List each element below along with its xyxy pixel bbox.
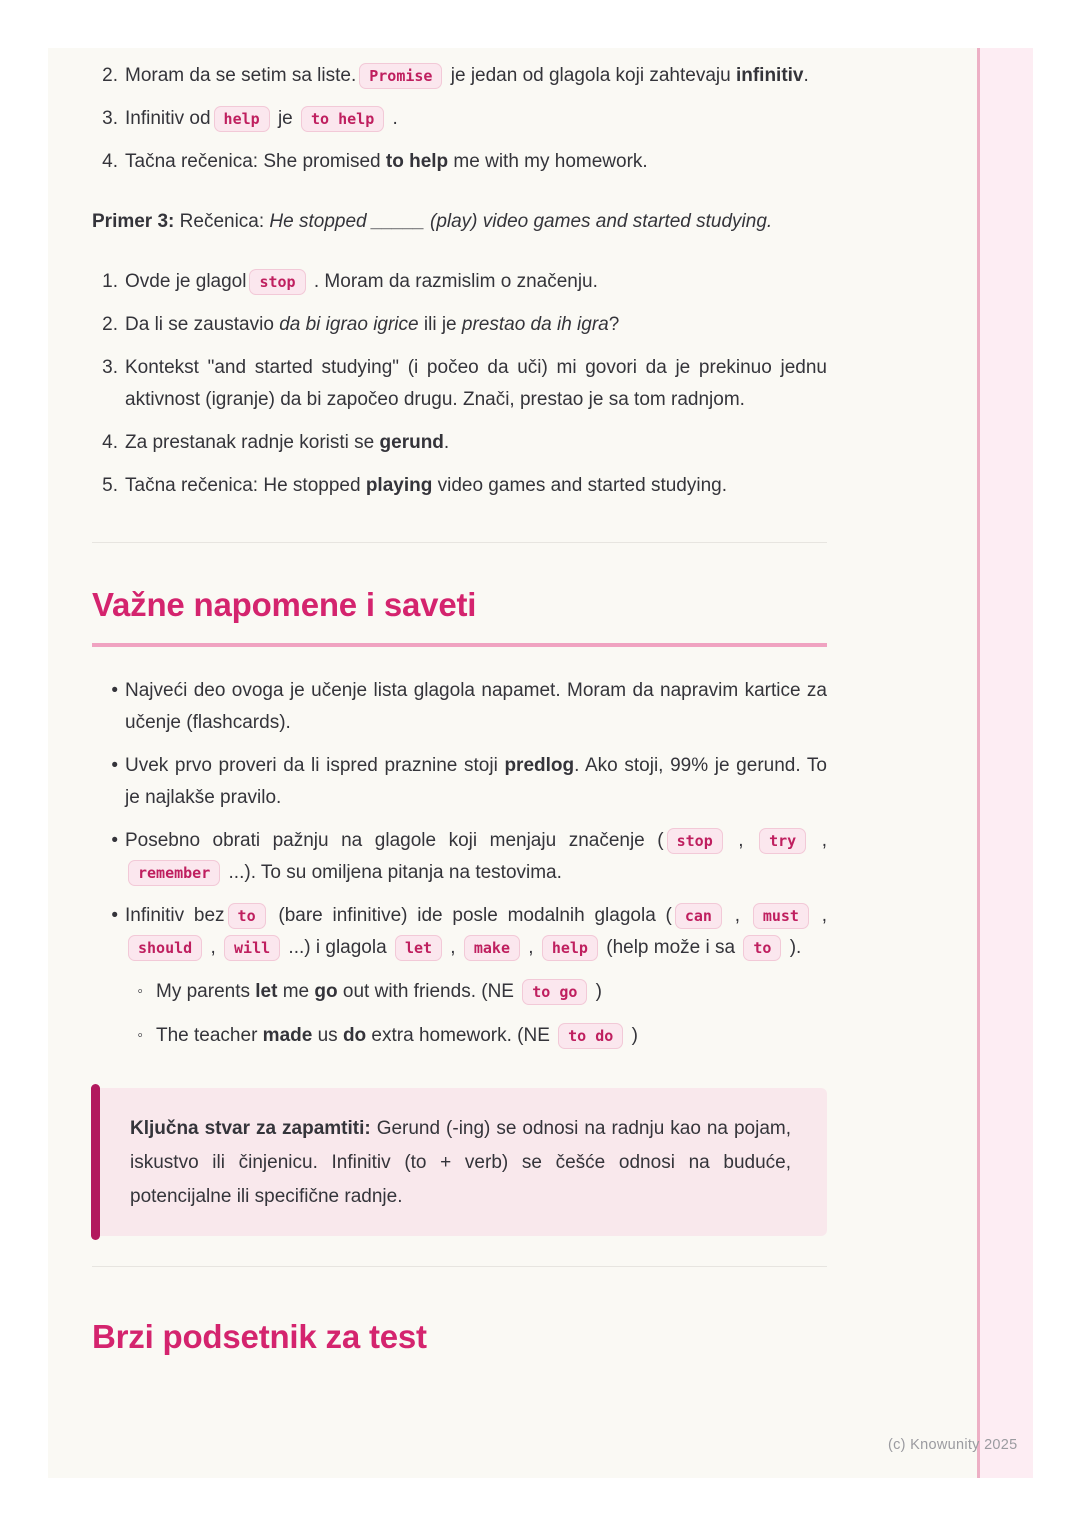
- inline-code-chip: to: [743, 935, 781, 961]
- bold-text: Primer 3:: [92, 211, 175, 232]
- copyright-note: (c) Knowunity 2025: [888, 1437, 1018, 1453]
- inline-code-chip: help: [214, 106, 270, 132]
- bold-text: let: [255, 981, 278, 1002]
- bold-text: gerund: [379, 432, 444, 453]
- list-marker: 1.: [102, 271, 118, 292]
- list-marker: 3.: [102, 108, 118, 129]
- list-item-text: Infinitiv bez to (bare infinitive) ide posle modalnih glagola ( can , must , should , will ...) i glagola let , make , help (help može i sa to ). ◦ My parents let me go out with friends. (NE to go ) ◦ The teacher made us do extra homework. (NE to do ): [125, 900, 827, 1064]
- list-item-text: Infinitiv od help je to help .: [125, 103, 827, 135]
- list-item: [92, 103, 827, 135]
- inline-code-chip: Promise: [359, 63, 442, 89]
- side-rail: [977, 48, 1033, 1478]
- list-item-text: Za prestanak radnje koristi se gerund.: [125, 432, 450, 453]
- inline-code-chip: stop: [249, 269, 305, 295]
- divider: [92, 1266, 827, 1267]
- inline-code-chip: must: [753, 903, 809, 929]
- list-item: [92, 60, 827, 92]
- inline-code-chip: to help: [301, 106, 384, 132]
- inline-code-chip: help: [542, 935, 598, 961]
- list-item-text: The teacher made us do extra homework. (NE to do ): [156, 1020, 827, 1052]
- list-marker: •: [111, 680, 118, 701]
- bold-text: playing: [365, 475, 433, 496]
- list-item-text: Tačna rečenica: She promised to help me with my homework.: [125, 151, 648, 172]
- list-item: [92, 309, 827, 341]
- inline-code-chip: should: [128, 935, 202, 961]
- list-item-text: Ovde je glagol stop . Moram da razmislim o značenju.: [125, 266, 827, 298]
- inline-code-chip: to go: [522, 979, 587, 1005]
- list-marker: 3.: [102, 357, 118, 378]
- list-item-text: Posebno obrati pažnju na glagole koji menjaju značenje ( stop , try , remember ...). To su omiljena pitanja na testovima.: [125, 825, 827, 889]
- document-page: [48, 48, 977, 1478]
- inline-code-chip: make: [464, 935, 520, 961]
- list-item: [92, 825, 827, 889]
- list-item-text: Kontekst "and started studying" (i počeo da uči) mi govori da je prekinuo jednu aktivnost (igranje) da bi započeo drugu. Znači, prestao je sa tom radnjom.: [125, 357, 827, 410]
- list-marker: •: [111, 755, 118, 776]
- italic-text: prestao da ih igra: [461, 314, 609, 335]
- bold-text: go: [314, 981, 338, 1002]
- inline-code-chip: can: [675, 903, 722, 929]
- list-marker: ◦: [137, 983, 143, 1000]
- list-marker: 2.: [102, 65, 118, 86]
- list-item-text: Tačna rečenica: He stopped playing video games and started studying.: [125, 475, 728, 496]
- inline-code-chip: to: [228, 903, 266, 929]
- list-item: [92, 750, 827, 814]
- section-heading: Brzi podsetnik za test: [92, 1318, 427, 1355]
- sub-list: [125, 976, 827, 1052]
- italic-text: He stopped _____ (play) video games and started studying.: [269, 211, 773, 232]
- list-item: [125, 976, 827, 1008]
- list-item: [92, 146, 827, 178]
- list-marker: 2.: [102, 314, 118, 335]
- list-item-text: Najveći deo ovoga je učenje lista glagola napamet. Moram da napravim kartice za učenje (flashcards).: [125, 680, 827, 733]
- bold-text: to help: [385, 151, 449, 172]
- list-item: [92, 675, 827, 739]
- list-item: [92, 352, 827, 416]
- callout-box: Ključna stvar za zapamtiti: Gerund (-ing) se odnosi na radnju kao na pojam, iskustvo ili činjenicu. Infinitiv (to + verb) se češće odnosi na buduće, potencijalne ili specifične radnje.: [92, 1088, 827, 1236]
- bold-text: infinitiv: [735, 65, 804, 86]
- list-item-text: Moram da se setim sa liste. Promise je jedan od glagola koji zahtevaju infinitiv.: [125, 60, 827, 92]
- list-item: [92, 266, 827, 298]
- inline-code-chip: try: [759, 828, 806, 854]
- list-item: [125, 1020, 827, 1052]
- document-body: [92, 60, 827, 1357]
- list-item: [92, 427, 827, 459]
- list-marker: ◦: [137, 1027, 143, 1044]
- inline-code-chip: stop: [667, 828, 723, 854]
- paragraph: Primer 3: Rečenica: He stopped _____ (play) video games and started studying.: [92, 211, 773, 232]
- list-item: [92, 470, 827, 502]
- bold-text: predlog: [504, 755, 575, 776]
- list-marker: •: [111, 830, 118, 851]
- list-marker: 4.: [102, 432, 118, 453]
- list-marker: •: [111, 905, 118, 926]
- list-marker: 4.: [102, 151, 118, 172]
- inline-code-chip: to do: [558, 1023, 623, 1049]
- bold-text: do: [342, 1025, 367, 1046]
- inline-code-chip: let: [395, 935, 442, 961]
- list-item-text: Uvek prvo proveri da li ispred praznine stoji predlog. Ako stoji, 99% je gerund. To je najlakše pravilo.: [125, 755, 827, 808]
- italic-text: da bi igrao igrice: [279, 314, 419, 335]
- inline-code-chip: will: [224, 935, 280, 961]
- bold-text: made: [262, 1025, 313, 1046]
- list-marker: 5.: [102, 475, 118, 496]
- bold-text: Ključna stvar za zapamtiti:: [130, 1118, 371, 1139]
- list-item-text: My parents let me go out with friends. (NE to go ): [156, 976, 827, 1008]
- divider: [92, 542, 827, 543]
- inline-code-chip: remember: [128, 860, 220, 886]
- list-item-text: Da li se zaustavio da bi igrao igrice ili je prestao da ih igra?: [125, 314, 620, 335]
- list-item: [92, 900, 827, 1064]
- section-heading: Važne napomene i saveti: [92, 585, 827, 647]
